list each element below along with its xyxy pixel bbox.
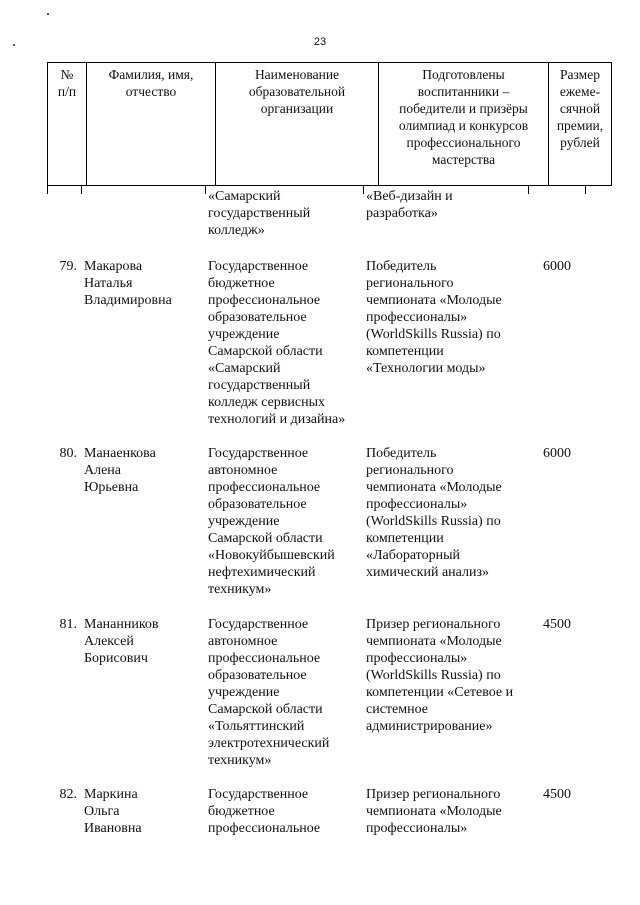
table-header-row [48, 63, 612, 186]
table-header [47, 62, 612, 186]
row-full-name: Мананников Алексей Борисович [84, 617, 159, 666]
row-organization: Государственное автономное профессиональное образовательное учреждение Самарской области «Новокуйбышевский нефтехимический техникум» [208, 446, 335, 597]
row-bonus: 6000 [543, 259, 571, 274]
column-rule [81, 186, 82, 194]
row-bonus: 4500 [543, 617, 571, 632]
continuation-organization: «Самарский государственный колледж» [208, 189, 311, 238]
row-full-name: Макарова Наталья Владимировна [84, 259, 172, 308]
header-number: № п/п [48, 63, 87, 186]
row-number: 81. [59, 617, 77, 632]
scan-speck [47, 13, 49, 15]
column-rule [585, 186, 586, 194]
row-achievement: Победитель регионального чемпионата «Молодые профессионалы» (WorldSkills Russia) по компетенции «Лабораторный химический анализ» [366, 446, 502, 580]
column-rule [205, 186, 206, 194]
column-rule [47, 186, 48, 194]
row-number: 82. [59, 787, 77, 802]
row-bonus: 4500 [543, 787, 571, 802]
header-organization: Наименование образовательной организации [216, 63, 379, 186]
row-achievement: Призер регионального чемпионата «Молодые профессионалы» [366, 787, 502, 836]
row-full-name: Маркина Ольга Ивановна [84, 787, 142, 836]
row-number: 80. [59, 446, 77, 461]
row-full-name: Манаенкова Алена Юрьевна [84, 446, 156, 495]
continuation-achievement: «Веб-дизайн и разработка» [366, 189, 453, 221]
page-number: 23 [313, 36, 327, 48]
header-bonus: Размер ежеме- сячной премии, рублей [549, 63, 612, 186]
row-achievement: Победитель регионального чемпионата «Молодые профессионалы» (WorldSkills Russia) по компетенции «Технологии моды» [366, 259, 502, 376]
row-achievement: Призер регионального чемпионата «Молодые профессионалы» (WorldSkills Russia) по компетенции «Сетевое и системное администрирование» [366, 617, 514, 734]
row-number: 79. [59, 259, 77, 274]
header-achievement: Подготовлены воспитанники – победители и призёры олимпиад и конкурсов профессионального мастерства [379, 63, 549, 186]
row-bonus: 6000 [543, 446, 571, 461]
row-organization: Государственное бюджетное профессиональное [208, 787, 321, 836]
header-full-name: Фамилия, имя, отчество [87, 63, 216, 186]
row-organization: Государственное бюджетное профессиональное образовательное учреждение Самарской области «Самарский государственный колледж сервисных технологий и дизайна» [208, 259, 346, 427]
row-organization: Государственное автономное профессиональное образовательное учреждение Самарской области «Тольяттинский электротехнический техникум» [208, 617, 330, 768]
